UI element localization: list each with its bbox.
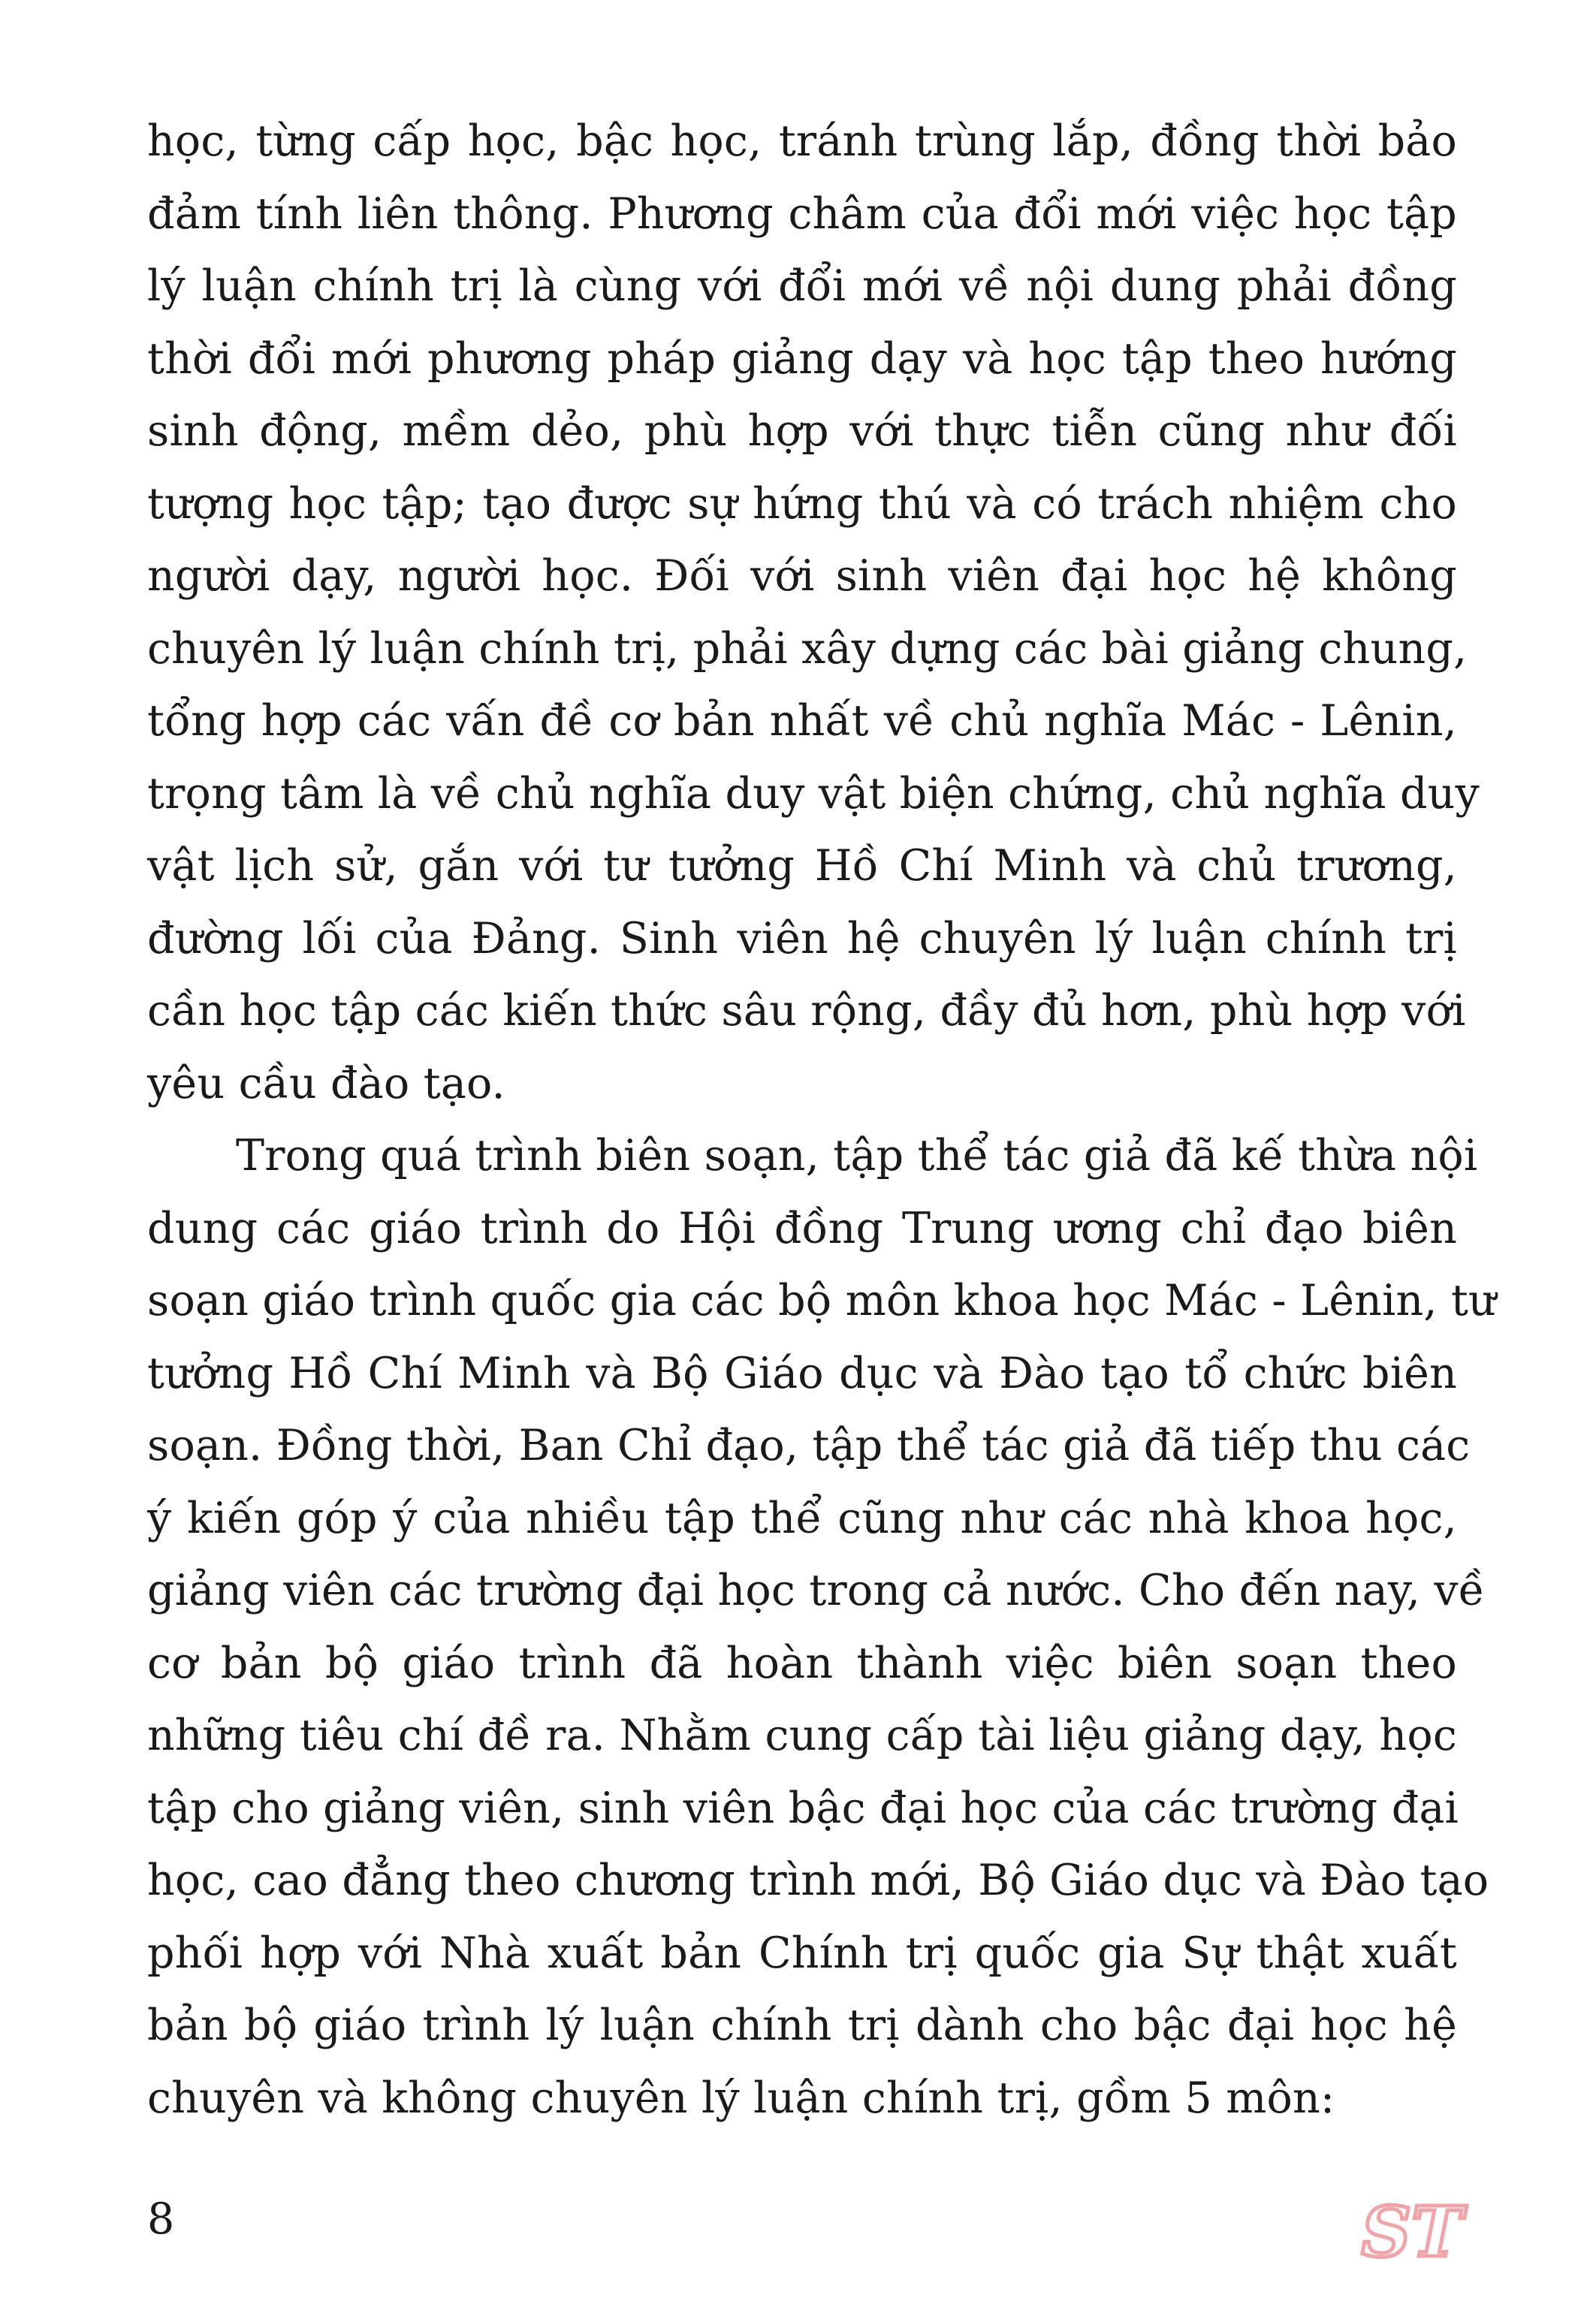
publisher-logo-icon [1361,2187,1463,2272]
text-line: tập cho giảng viên, sinh viên bậc đại học của các trường đại [147,1783,1459,1833]
text-line: học, cao đẳng theo chương trình mới, Bộ Giáo dục và Đào tạo [147,1856,1489,1905]
text-line: soạn. Đồng thời, Ban Chỉ đạo, tập thể tác giả đã tiếp thu các [147,1421,1471,1470]
text-line: ý kiến góp ý của nhiều tập thể cũng như các nhà khoa học, [147,1493,1457,1543]
text-line: người dạy, người học. Đối với sinh viên đại học hệ không [147,551,1457,601]
text-line: phối hợp với Nhà xuất bản Chính trị quốc gia Sự thật xuất [147,1928,1457,1978]
paragraph-1 [147,105,1480,1120]
body-text [147,105,1497,2134]
page-number: 8 [147,2194,175,2244]
text-line: yêu cầu đào tạo. [147,1058,505,1108]
text-line: dung các giáo trình do Hội đồng Trung ương chỉ đạo biên [147,1203,1457,1253]
text-line: Trong quá trình biên soạn, tập thể tác giả đã kế thừa nội [236,1131,1478,1181]
text-line: đảm tính liên thông. Phương châm của đổi mới việc học tập [147,188,1457,239]
text-line: đường lối của Đảng. Sinh viên hệ chuyên lý luận chính trị [147,913,1457,963]
text-line: tưởng Hồ Chí Minh và Bộ Giáo dục và Đào tạo tổ chức biên [147,1348,1457,1398]
text-line: cần học tập các kiến thức sâu rộng, đầy đủ hơn, phù hợp với [147,986,1466,1036]
text-line: tượng học tập; tạo được sự hứng thú và có trách nhiệm cho [147,478,1457,529]
text-line: bản bộ giáo trình lý luận chính trị dành cho bậc đại học hệ [147,2001,1457,2050]
text-line: những tiêu chí đề ra. Nhằm cung cấp tài liệu giảng dạy, học [147,1711,1457,1760]
text-line: chuyên và không chuyên lý luận chính trị, gồm 5 môn: [147,2073,1335,2123]
text-line: soạn giáo trình quốc gia các bộ môn khoa học Mác - Lênin, tư [147,1276,1497,1325]
text-line: chuyên lý luận chính trị, phải xây dựng các bài giảng chung, [147,623,1468,674]
text-line: thời đổi mới phương pháp giảng dạy và học tập theo hướng [147,333,1457,384]
paragraph-2 [147,1120,1497,2134]
text-line: tổng hợp các vấn đề cơ bản nhất về chủ nghĩa Mác - Lênin, [147,696,1457,746]
text-line: giảng viên các trường đại học trong cả nước. Cho đến nay, về [147,1566,1486,1615]
text-line: lý luận chính trị là cùng với đổi mới về nội dung phải đồng [147,261,1457,311]
text-line: vật lịch sử, gắn với tư tưởng Hồ Chí Minh và chủ trương, [147,841,1457,891]
text-line: trọng tâm là về chủ nghĩa duy vật biện chứng, chủ nghĩa duy [147,768,1480,819]
text-line: cơ bản bộ giáo trình đã hoàn thành việc biên soạn theo [147,1638,1457,1688]
text-line: sinh động, mềm dẻo, phù hợp với thực tiễn cũng như đối [147,406,1457,456]
publisher-logo-text: ST [1361,2191,1463,2272]
text-line: học, từng cấp học, bậc học, tránh trùng lắp, đồng thời bảo [147,116,1457,166]
